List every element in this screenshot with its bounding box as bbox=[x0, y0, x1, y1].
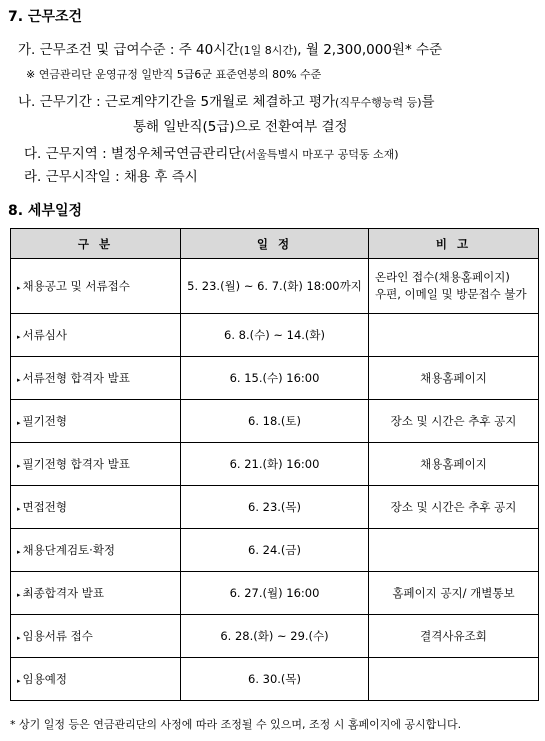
header-category: 구 분 bbox=[11, 229, 181, 259]
row-item: ▸ 최종합격자 발표 bbox=[11, 572, 181, 615]
triangle-bullet-icon: ▸ bbox=[17, 548, 21, 556]
work-conditions-line bbox=[18, 38, 442, 58]
triangle-bullet-icon: ▸ bbox=[17, 677, 21, 685]
row-item: ▸ 임용서류 접수 bbox=[11, 615, 181, 658]
table-header-row bbox=[11, 229, 539, 259]
row-item: ▸ 필기전형 bbox=[11, 400, 181, 443]
row-note: 채용홈페이지 bbox=[369, 357, 539, 400]
row-note bbox=[369, 314, 539, 357]
row-item: ▸ 채용공고 및 서류접수 bbox=[11, 259, 181, 314]
table-row bbox=[11, 486, 539, 529]
row-item: ▸ 서류전형 합격자 발표 bbox=[11, 357, 181, 400]
row-note bbox=[369, 529, 539, 572]
triangle-bullet-icon: ▸ bbox=[17, 419, 21, 427]
table-row bbox=[11, 357, 539, 400]
table-row bbox=[11, 443, 539, 486]
work-location-line bbox=[24, 142, 399, 162]
footnote: * 상기 일정 등은 연금관리단의 사정에 따라 조정될 수 있으며, 조정 시 홈페이지에 공시합니다. bbox=[10, 718, 462, 731]
row-date: 6. 30.(목) bbox=[181, 658, 369, 701]
work-period-line bbox=[18, 90, 435, 110]
row-item: ▸ 채용단계검토·확정 bbox=[11, 529, 181, 572]
table-row bbox=[11, 572, 539, 615]
triangle-bullet-icon: ▸ bbox=[17, 505, 21, 513]
table-row bbox=[11, 400, 539, 443]
work-period-paren: (직무수행능력 등) bbox=[335, 96, 422, 109]
row-item: ▸ 면접전형 bbox=[11, 486, 181, 529]
triangle-bullet-icon: ▸ bbox=[17, 376, 21, 384]
row-note: 채용홈페이지 bbox=[369, 443, 539, 486]
triangle-bullet-icon: ▸ bbox=[17, 333, 21, 341]
row-note: 결격사유조회 bbox=[369, 615, 539, 658]
row-date: 6. 28.(화) ~ 29.(수) bbox=[181, 615, 369, 658]
table-row bbox=[11, 259, 539, 314]
work-conditions-paren: (1일 8시간) bbox=[239, 44, 298, 57]
triangle-bullet-icon: ▸ bbox=[17, 462, 21, 470]
row-date: 6. 15.(수) 16:00 bbox=[181, 357, 369, 400]
work-location-main: 다. 근무지역 : 별정우체국연금관리단 bbox=[24, 146, 242, 162]
work-period-line2: 통해 일반직(5급)으로 전환여부 결정 bbox=[133, 119, 348, 135]
work-location-paren: (서울특별시 마포구 공덕동 소재) bbox=[241, 148, 399, 161]
triangle-bullet-icon: ▸ bbox=[17, 591, 21, 599]
header-schedule: 일 정 bbox=[181, 229, 369, 259]
header-remarks: 비 고 bbox=[369, 229, 539, 259]
row-item: ▸ 필기전형 합격자 발표 bbox=[11, 443, 181, 486]
row-date: 6. 8.(수) ~ 14.(화) bbox=[181, 314, 369, 357]
row-date: 5. 23.(월) ~ 6. 7.(화) 18:00까지 bbox=[181, 259, 369, 314]
row-date: 6. 23.(목) bbox=[181, 486, 369, 529]
work-period-tail: 를 bbox=[421, 94, 435, 110]
table-row bbox=[11, 529, 539, 572]
triangle-bullet-icon: ▸ bbox=[17, 634, 21, 642]
start-date-line: 라. 근무시작일 : 채용 후 즉시 bbox=[24, 169, 198, 185]
row-date: 6. 21.(화) 16:00 bbox=[181, 443, 369, 486]
work-conditions-main: 가. 근무조건 및 급여수준 : 주 40시간 bbox=[18, 42, 240, 58]
work-period-main: 나. 근무기간 : 근로계약기간을 5개월로 체결하고 평가 bbox=[18, 94, 336, 110]
table-row bbox=[11, 658, 539, 701]
row-date: 6. 27.(월) 16:00 bbox=[181, 572, 369, 615]
row-item: ▸ 임용예정 bbox=[11, 658, 181, 701]
row-note: 장소 및 시간은 추후 공지 bbox=[369, 400, 539, 443]
salary-note: ※ 연금관리단 운영규정 일반직 5급6군 표준연봉의 80% 수준 bbox=[26, 68, 322, 81]
row-item: ▸ 서류심사 bbox=[11, 314, 181, 357]
section-8-title: 8. 세부일정 bbox=[8, 203, 83, 219]
triangle-bullet-icon: ▸ bbox=[17, 284, 21, 292]
row-note: 홈페이지 공지/ 개별통보 bbox=[369, 572, 539, 615]
schedule-table bbox=[10, 228, 539, 701]
row-note: 온라인 접수(채용홈페이지) 우편, 이메일 및 방문접수 불가 bbox=[369, 259, 539, 314]
table-row bbox=[11, 615, 539, 658]
row-date: 6. 24.(금) bbox=[181, 529, 369, 572]
row-note bbox=[369, 658, 539, 701]
row-date: 6. 18.(토) bbox=[181, 400, 369, 443]
table-row bbox=[11, 314, 539, 357]
section-7-title: 7. 근무조건 bbox=[8, 9, 83, 25]
row-note: 장소 및 시간은 추후 공지 bbox=[369, 486, 539, 529]
work-conditions-tail: , 월 2,300,000원* 수준 bbox=[297, 42, 443, 58]
